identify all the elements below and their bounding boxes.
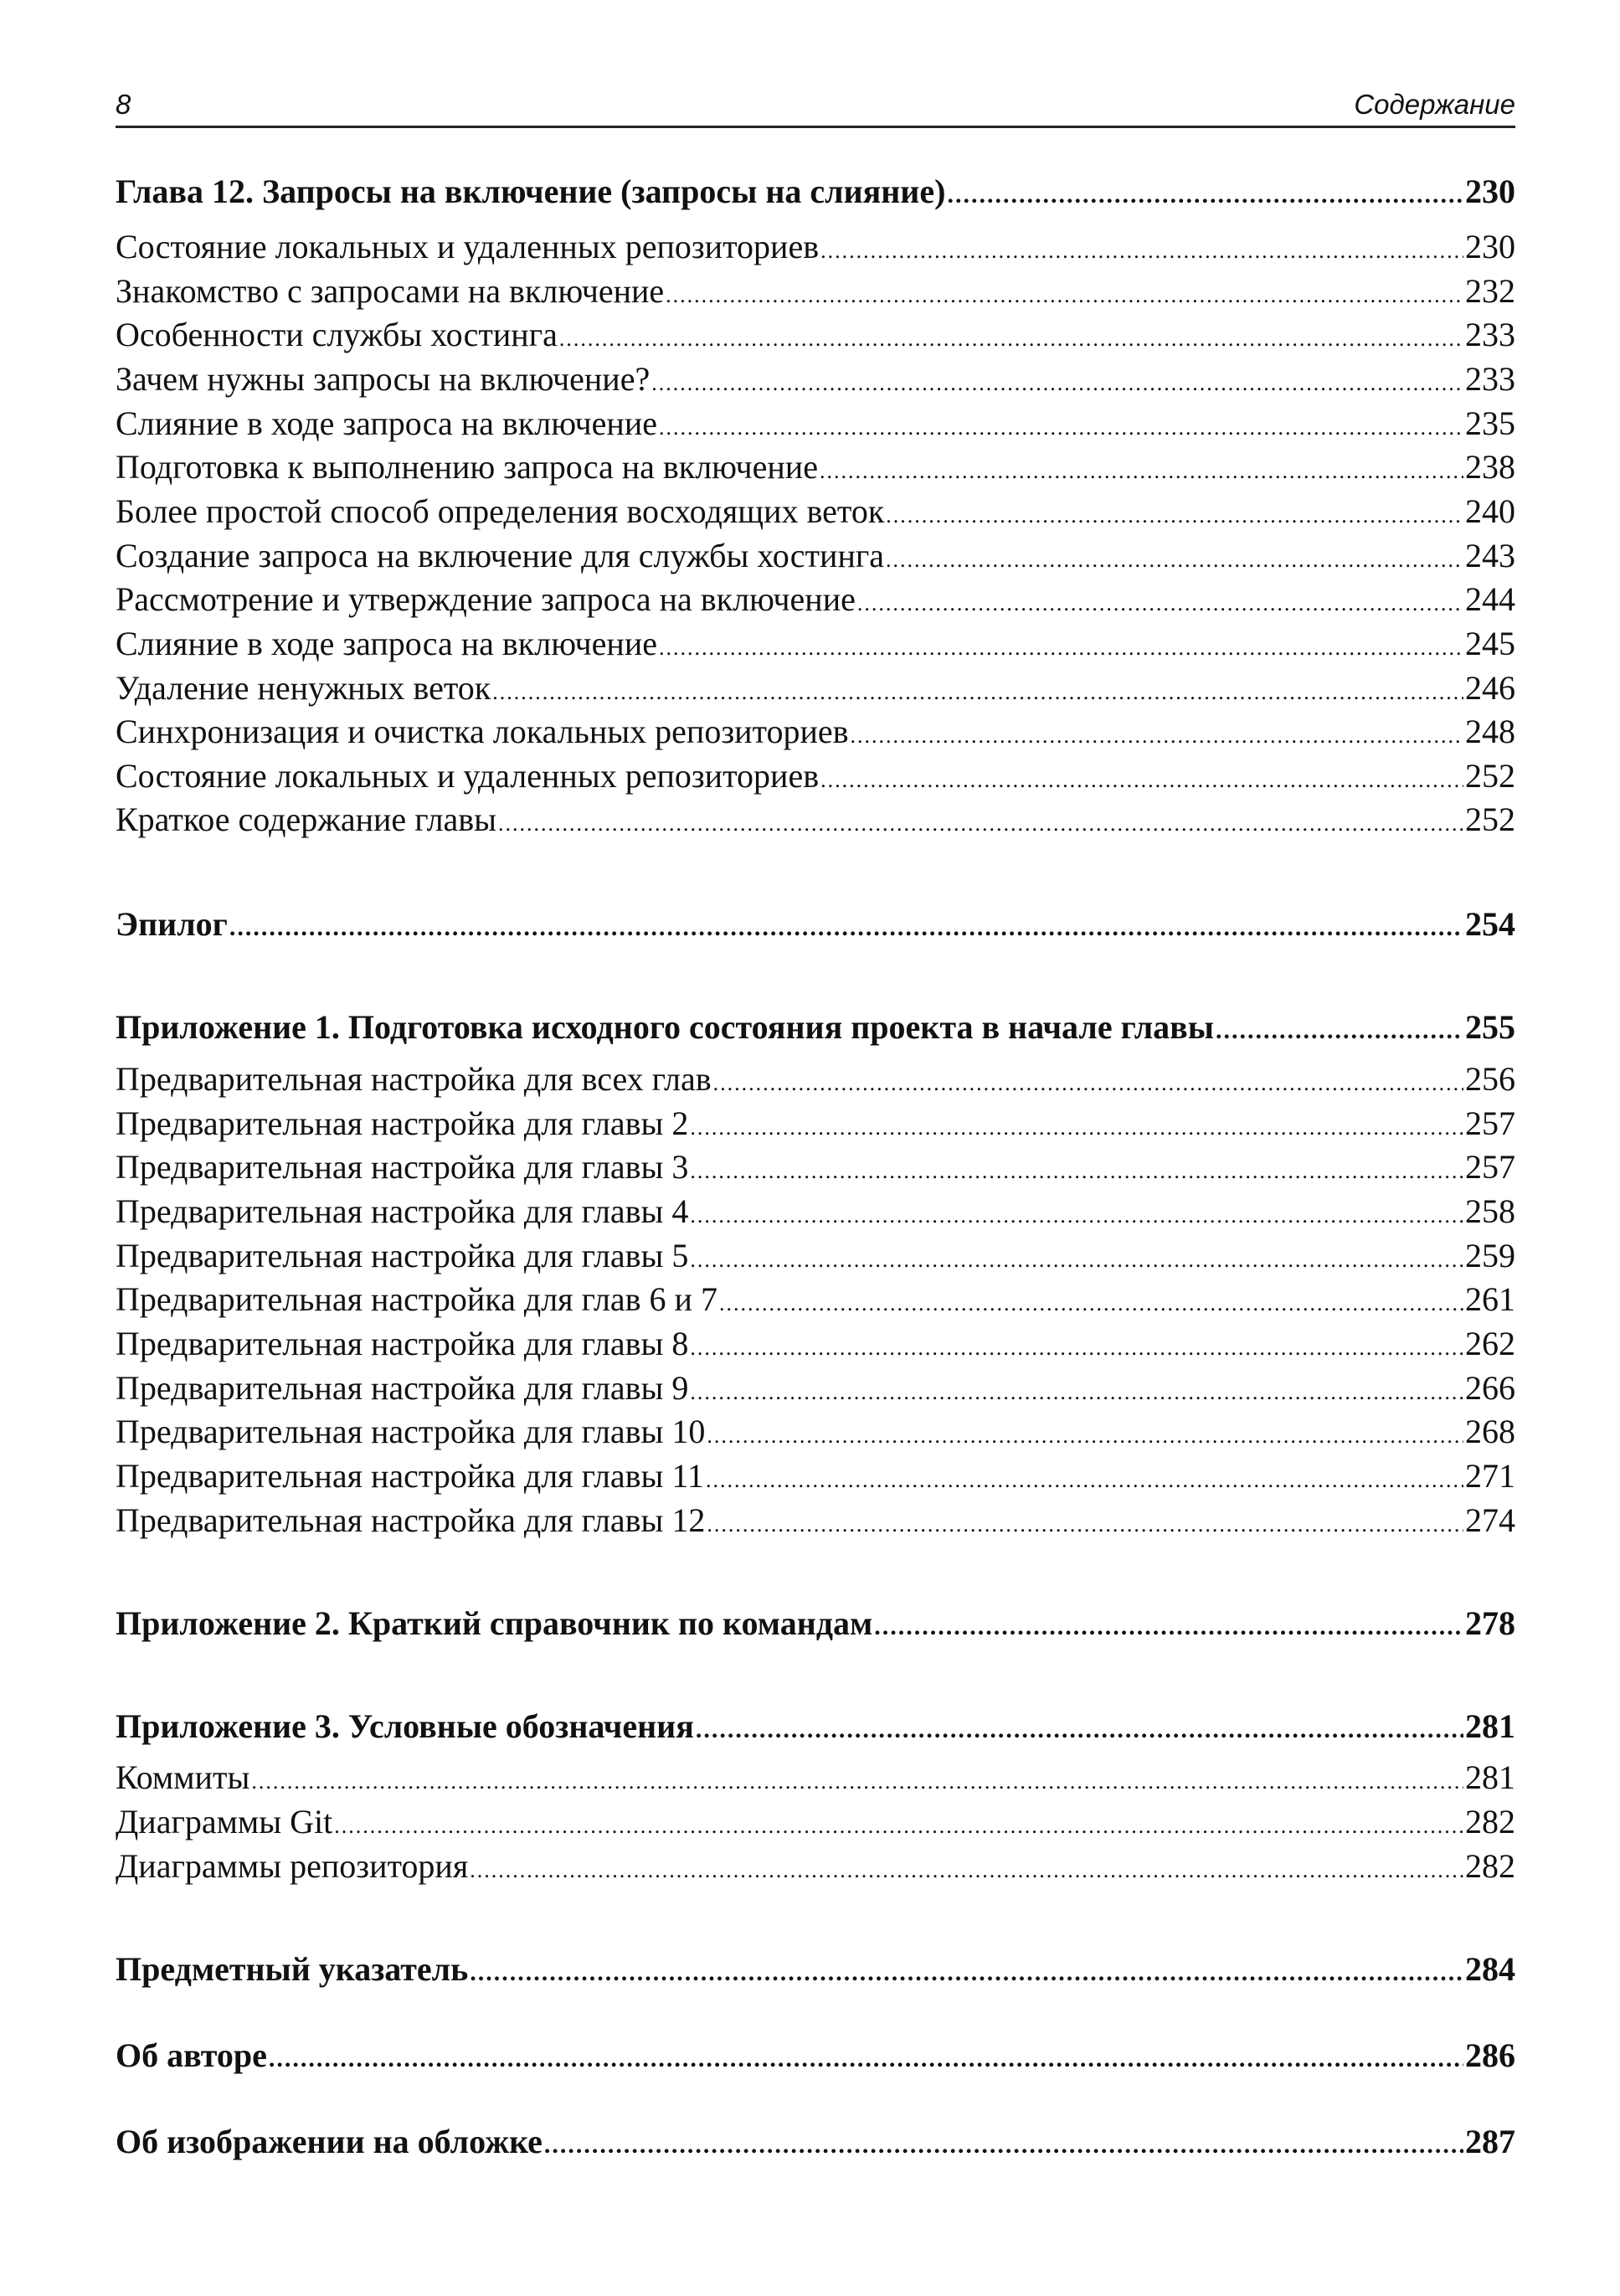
toc-page-number: 261 <box>1465 1280 1515 1318</box>
toc-title: Предварительная настройка для главы 5 <box>116 1237 689 1274</box>
dot-leader <box>666 274 1463 317</box>
toc-page-number: 233 <box>1465 360 1515 398</box>
toc-title: Предварительная настройка для главы 9 <box>116 1369 689 1407</box>
dot-leader <box>947 172 1463 218</box>
toc-title: Об изображении на обложке <box>116 2123 543 2160</box>
toc-entry <box>116 1800 1515 1844</box>
toc-page-number: 255 <box>1465 1008 1515 1046</box>
toc-heading <box>116 2119 1515 2165</box>
header-section-name: Содержание <box>1354 89 1515 120</box>
toc-title: Предметный указатель <box>116 1950 469 1988</box>
toc-title: Диаграммы Git <box>116 1803 333 1840</box>
running-header <box>116 84 1515 128</box>
dot-leader <box>251 1760 1463 1804</box>
toc-heading <box>116 902 1515 947</box>
toc-entry <box>116 1278 1515 1321</box>
toc-title: Глава 12. Запросы на включение (запросы на слияние) <box>116 172 946 210</box>
toc-title: Знакомство с запросами на включение <box>116 272 665 310</box>
toc-title: Эпилог <box>116 905 228 943</box>
dot-leader <box>886 538 1463 582</box>
toc-heading <box>116 2033 1515 2078</box>
toc-entry <box>116 622 1515 666</box>
toc-page-number: 287 <box>1465 2123 1515 2160</box>
toc-title: Предварительная настройка для всех глав <box>116 1060 712 1098</box>
toc-entry <box>116 1367 1515 1410</box>
toc-page-number: 262 <box>1465 1325 1515 1362</box>
dot-leader <box>690 1106 1463 1150</box>
toc-heading <box>116 169 1515 214</box>
toc-page-number: 256 <box>1465 1060 1515 1098</box>
toc-page-number: 246 <box>1465 669 1515 707</box>
toc-title: Диаграммы репозитория <box>116 1847 469 1885</box>
toc-entry <box>116 1102 1515 1145</box>
toc-title: Приложение 2. Краткий справочник по командам <box>116 1604 873 1642</box>
dot-leader <box>544 2123 1463 2168</box>
dot-leader <box>713 1062 1463 1105</box>
toc-entry <box>116 402 1515 445</box>
toc-title: Зачем нужны запросы на включение? <box>116 360 651 398</box>
toc-page-number: 266 <box>1465 1369 1515 1407</box>
dot-leader <box>707 1414 1463 1458</box>
toc-title: Удаление ненужных веток <box>116 669 491 707</box>
toc-page-number: 284 <box>1465 1950 1515 1988</box>
toc-entry <box>116 313 1515 357</box>
toc-page-number: 252 <box>1465 757 1515 795</box>
toc-title: Приложение 1. Подготовка исходного состояния проекта в начале главы <box>116 1008 1215 1046</box>
dot-leader <box>690 1326 1463 1370</box>
dot-leader <box>886 494 1463 538</box>
toc-title: Более простой способ определения восходящих веток <box>116 492 885 530</box>
dot-leader <box>820 450 1463 493</box>
dot-leader <box>707 1503 1463 1547</box>
toc-title: Подготовка к выполнению запроса на включение <box>116 448 818 486</box>
toc-title: Предварительная настройка для глав 6 и 7 <box>116 1280 717 1318</box>
toc-title: Приложение 3. Условные обозначения <box>116 1707 694 1745</box>
dot-leader <box>706 1459 1463 1502</box>
toc-page-number: 232 <box>1465 272 1515 310</box>
dot-leader <box>851 714 1463 758</box>
dot-leader <box>719 1282 1463 1326</box>
toc-page-number: 282 <box>1465 1847 1515 1885</box>
toc-title: Предварительная настройка для главы 8 <box>116 1325 689 1362</box>
toc-entry <box>116 1499 1515 1542</box>
dot-leader <box>559 317 1463 361</box>
toc-page-number: 243 <box>1465 537 1515 574</box>
toc-title: Предварительная настройка для главы 4 <box>116 1192 689 1230</box>
toc-page-number: 233 <box>1465 316 1515 353</box>
dot-leader <box>651 362 1463 405</box>
dot-leader <box>498 802 1463 846</box>
toc-entry <box>116 445 1515 489</box>
toc-page-number: 258 <box>1465 1192 1515 1230</box>
toc-page-number: 281 <box>1465 1758 1515 1796</box>
toc-title: Предварительная настройка для главы 10 <box>116 1413 706 1450</box>
toc-page-number: 245 <box>1465 625 1515 662</box>
toc-entry <box>116 534 1515 578</box>
toc-title: Об авторе <box>116 2036 267 2074</box>
toc-entry <box>116 1410 1515 1454</box>
dot-leader <box>470 1849 1463 1892</box>
dot-leader <box>690 1371 1463 1414</box>
toc-entry <box>116 1190 1515 1233</box>
toc-page-number: 244 <box>1465 580 1515 618</box>
dot-leader <box>659 626 1463 670</box>
dot-leader <box>690 1238 1463 1282</box>
toc-title: Слияние в ходе запроса на включение <box>116 625 657 662</box>
toc-page-number: 259 <box>1465 1237 1515 1274</box>
dot-leader <box>857 582 1463 625</box>
dot-leader <box>696 1707 1463 1753</box>
toc-title: Рассмотрение и утверждение запроса на включение <box>116 580 856 618</box>
toc-title: Предварительная настройка для главы 11 <box>116 1457 704 1495</box>
toc-title: Слияние в ходе запроса на включение <box>116 404 657 442</box>
toc-heading <box>116 1704 1515 1749</box>
toc-page-number: 240 <box>1465 492 1515 530</box>
toc-title: Состояние локальных и удаленных репозиториев <box>116 228 820 265</box>
toc-entry <box>116 754 1515 798</box>
toc-entry <box>116 1234 1515 1278</box>
dot-leader <box>690 1150 1463 1193</box>
toc-entry <box>116 710 1515 754</box>
toc-entry <box>116 490 1515 533</box>
dot-leader <box>229 905 1463 950</box>
toc-page-number: 248 <box>1465 713 1515 750</box>
dot-leader <box>820 759 1463 802</box>
toc-heading <box>116 1601 1515 1646</box>
toc-page-number: 286 <box>1465 2036 1515 2074</box>
toc-heading <box>116 1005 1515 1050</box>
toc-page-number: 278 <box>1465 1604 1515 1642</box>
toc-page-number: 282 <box>1465 1803 1515 1840</box>
toc-entry <box>116 1756 1515 1799</box>
toc-title: Особенности службы хостинга <box>116 316 558 353</box>
toc-page-number: 230 <box>1465 228 1515 265</box>
toc-page-number: 271 <box>1465 1457 1515 1495</box>
toc-entry <box>116 667 1515 710</box>
toc-entry <box>116 358 1515 401</box>
dot-leader <box>820 229 1463 273</box>
header-page-number: 8 <box>116 89 131 120</box>
toc-page-number: 254 <box>1465 905 1515 943</box>
toc-title: Коммиты <box>116 1758 250 1796</box>
toc-page-number: 274 <box>1465 1501 1515 1539</box>
toc-page-number: 281 <box>1465 1707 1515 1745</box>
toc-page-number: 235 <box>1465 404 1515 442</box>
toc-entry <box>116 1454 1515 1498</box>
dot-leader <box>470 1950 1463 1995</box>
toc-title: Синхронизация и очистка локальных репозиториев <box>116 713 849 750</box>
dot-leader <box>1216 1008 1463 1053</box>
dot-leader <box>659 406 1463 450</box>
dot-leader <box>874 1604 1463 1650</box>
toc-entry <box>116 225 1515 269</box>
toc-page-number: 230 <box>1465 172 1515 210</box>
toc-heading <box>116 1947 1515 1992</box>
toc-entry <box>116 798 1515 842</box>
toc-entry <box>116 270 1515 313</box>
toc-title: Предварительная настройка для главы 12 <box>116 1501 706 1539</box>
toc-page-number: 268 <box>1465 1413 1515 1450</box>
toc-title: Создание запроса на включение для службы хостинга <box>116 537 885 574</box>
toc-title: Краткое содержание главы <box>116 801 497 838</box>
toc-title: Предварительная настройка для главы 2 <box>116 1104 689 1142</box>
toc-entry <box>116 1058 1515 1101</box>
toc-entry <box>116 1145 1515 1189</box>
toc-title: Состояние локальных и удаленных репозиториев <box>116 757 820 795</box>
toc-entry <box>116 1322 1515 1366</box>
dot-leader <box>690 1194 1463 1238</box>
toc-page-number: 238 <box>1465 448 1515 486</box>
toc-page-number: 252 <box>1465 801 1515 838</box>
toc-page-number: 257 <box>1465 1148 1515 1186</box>
toc-page-number: 257 <box>1465 1104 1515 1142</box>
dot-leader <box>269 2036 1463 2082</box>
dot-leader <box>334 1804 1463 1848</box>
dot-leader <box>492 671 1463 714</box>
toc-entry <box>116 1845 1515 1888</box>
toc-entry <box>116 578 1515 621</box>
toc-title: Предварительная настройка для главы 3 <box>116 1148 689 1186</box>
